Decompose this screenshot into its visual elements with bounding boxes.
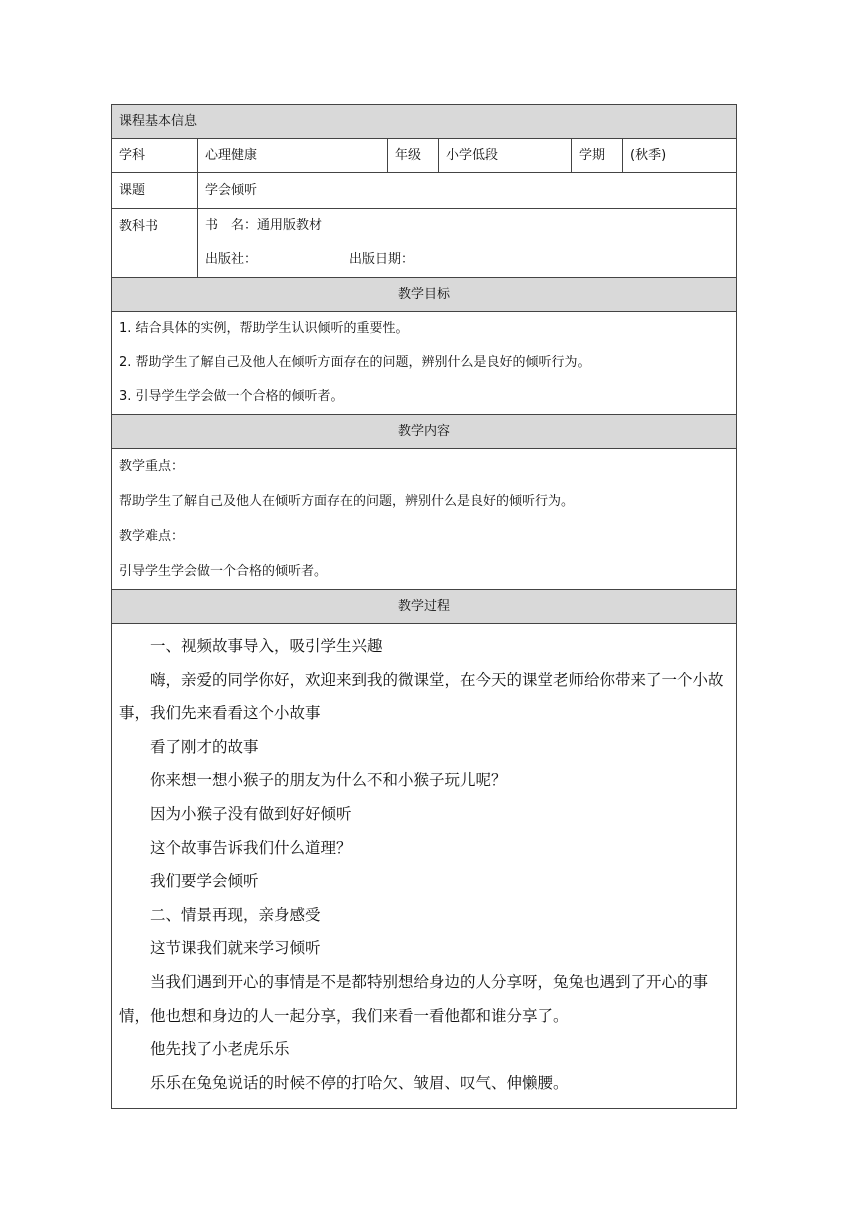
content-header-row bbox=[112, 415, 737, 449]
publisher-line bbox=[205, 243, 729, 277]
content-heading: 教学内容 bbox=[112, 415, 737, 449]
basic-info-header-row bbox=[112, 105, 737, 139]
basic-info-header: 课程基本信息 bbox=[112, 105, 737, 139]
topic-label: 课题 bbox=[112, 173, 198, 209]
process-row bbox=[112, 624, 737, 1109]
topic-value: 学会倾听 bbox=[198, 173, 737, 209]
term-label: 学期 bbox=[572, 139, 623, 173]
process-paragraph: 这节课我们就来学习倾听 bbox=[150, 939, 321, 958]
content-body bbox=[112, 449, 737, 590]
pub-date-label: 出版日期： bbox=[349, 252, 415, 267]
difficult-point-text: 引导学生学会做一个合格的倾听者。 bbox=[119, 564, 328, 579]
process-heading: 教学过程 bbox=[112, 590, 737, 624]
process-paragraph: 乐乐在兔兔说话的时候不停的打哈欠、皱眉、叹气、伸懒腰。 bbox=[150, 1073, 569, 1092]
textbook-label: 教科书 bbox=[112, 209, 198, 278]
objective-item: 3. 引导学生学会做一个合格的倾听者。 bbox=[119, 389, 344, 404]
key-point-text: 帮助学生了解自己及他人在倾听方面存在的问题，辨别什么是良好的倾听行为。 bbox=[119, 494, 575, 509]
objectives-header-row bbox=[112, 278, 737, 312]
process-paragraph: 因为小猴子没有做到好好倾听 bbox=[150, 804, 352, 823]
topic-row bbox=[112, 173, 737, 209]
textbook-details bbox=[198, 209, 737, 278]
objectives-list bbox=[112, 312, 737, 415]
subject-row bbox=[112, 139, 737, 173]
key-point-label: 教学重点： bbox=[119, 459, 185, 474]
publisher-label: 出版社： bbox=[205, 252, 258, 267]
objectives-row bbox=[112, 312, 737, 415]
book-name: 书 名：通用版教材 bbox=[205, 218, 323, 233]
process-paragraph: 二、情景再现，亲身感受 bbox=[150, 905, 321, 924]
process-paragraph: 他先找了小老虎乐乐 bbox=[150, 1040, 290, 1059]
lesson-plan-table bbox=[111, 104, 737, 1109]
difficult-point-label: 教学难点： bbox=[119, 529, 185, 544]
process-body bbox=[112, 624, 737, 1109]
process-paragraph: 当我们遇到开心的事情是不是都特别想给身边的人分享呀，兔兔也遇到了开心的事情，他也想和身边的人一起分享，我们来看一看他都和谁分享了。 bbox=[119, 972, 709, 1025]
subject-value: 心理健康 bbox=[198, 139, 388, 173]
subject-label: 学科 bbox=[112, 139, 198, 173]
process-paragraph: 我们要学会倾听 bbox=[150, 872, 259, 891]
process-paragraph: 看了刚才的故事 bbox=[150, 737, 259, 756]
objective-item: 2. 帮助学生了解自己及他人在倾听方面存在的问题，辨别什么是良好的倾听行为。 bbox=[119, 355, 591, 370]
objective-item: 1. 结合具体的实例，帮助学生认识倾听的重要性。 bbox=[119, 321, 409, 336]
process-paragraph: 嗨，亲爱的同学你好，欢迎来到我的微课堂，在今天的课堂老师给你带来了一个小故事，我们先来看看这个小故事 bbox=[119, 670, 724, 723]
textbook-row bbox=[112, 209, 737, 278]
process-paragraph: 你来想一想小猴子的朋友为什么不和小猴子玩儿呢？ bbox=[150, 771, 507, 790]
term-value: (秋季) bbox=[623, 139, 737, 173]
process-paragraph: 一、视频故事导入，吸引学生兴趣 bbox=[150, 637, 383, 655]
process-paragraph: 这个故事告诉我们什么道理？ bbox=[150, 838, 352, 857]
process-header-row bbox=[112, 590, 737, 624]
content-row bbox=[112, 449, 737, 590]
grade-value: 小学低段 bbox=[439, 139, 572, 173]
grade-label: 年级 bbox=[388, 139, 439, 173]
objectives-heading: 教学目标 bbox=[112, 278, 737, 312]
